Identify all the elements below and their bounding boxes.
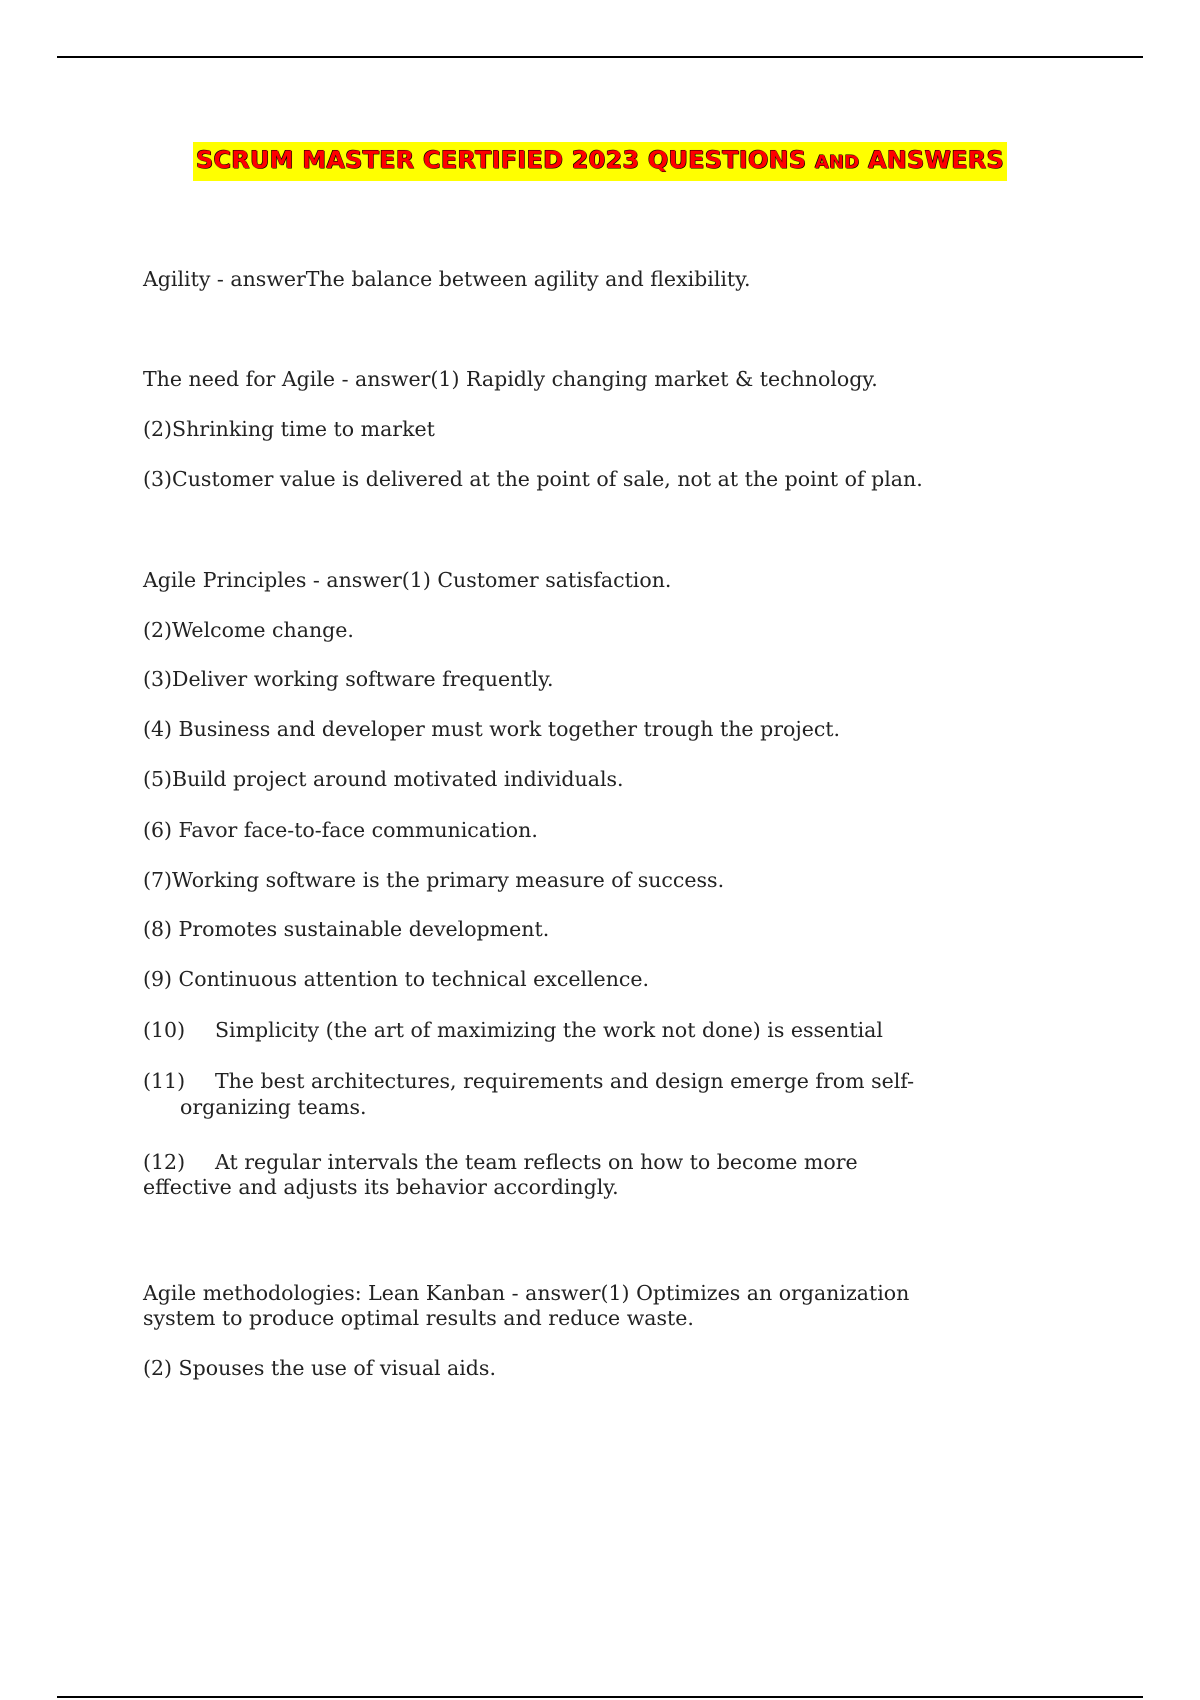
list-item: (2)Shrinking time to market: [143, 417, 435, 441]
list-item: [143, 1018, 883, 1043]
title-end: ANSWERS: [868, 146, 1004, 174]
list-item: (7)Working software is the primary measure of success.: [143, 868, 725, 892]
title-container: [0, 142, 1200, 181]
qa-item-lean-kanban: Agile methodologies: Lean Kanban - answer(1) Optimizes an organization: [143, 1281, 910, 1305]
list-item: (2) Spouses the use of visual aids.: [143, 1356, 496, 1380]
list-item: (9) Continuous attention to technical excellence.: [143, 967, 650, 991]
list-item: (5)Build project around motivated individuals.: [143, 767, 624, 791]
list-item: [143, 1150, 858, 1175]
qa-item-agile-principles: Agile Principles - answer(1) Customer satisfaction.: [143, 568, 672, 592]
list-text: Simplicity (the art of maximizing the work not done) is essential: [215, 1018, 883, 1042]
title-main: SCRUM MASTER CERTIFIED 2023 QUESTIONS: [195, 146, 807, 174]
qa-item-continuation: system to produce optimal results and reduce waste.: [143, 1306, 694, 1330]
title-small-caps: AND: [814, 152, 860, 173]
list-text: At regular intervals the team reflects on how to become more: [215, 1150, 858, 1174]
list-item: (3)Deliver working software frequently.: [143, 667, 554, 691]
list-item-continuation: effective and adjusts its behavior accordingly.: [143, 1175, 619, 1199]
list-item: (6) Favor face-to-face communication.: [143, 818, 538, 842]
list-item-continuation: organizing teams.: [180, 1095, 367, 1119]
document-title: [193, 142, 1007, 181]
qa-item-agility: Agility - answerThe balance between agility and flexibility.: [143, 267, 751, 291]
qa-item-need-for-agile: The need for Agile - answer(1) Rapidly changing market & technology.: [143, 367, 878, 391]
list-item: [143, 1069, 914, 1094]
top-rule: [57, 56, 1143, 58]
list-number: (12): [143, 1150, 186, 1174]
list-item: (3)Customer value is delivered at the point of sale, not at the point of plan.: [143, 467, 923, 491]
list-number: (10): [143, 1018, 186, 1042]
bottom-rule: [57, 1696, 1143, 1698]
list-text: The best architectures, requirements and design emerge from self-: [215, 1069, 915, 1093]
list-item: (8) Promotes sustainable development.: [143, 917, 550, 941]
list-item: (4) Business and developer must work together trough the project.: [143, 717, 841, 741]
list-number: (11): [143, 1069, 186, 1093]
list-item: (2)Welcome change.: [143, 618, 354, 642]
